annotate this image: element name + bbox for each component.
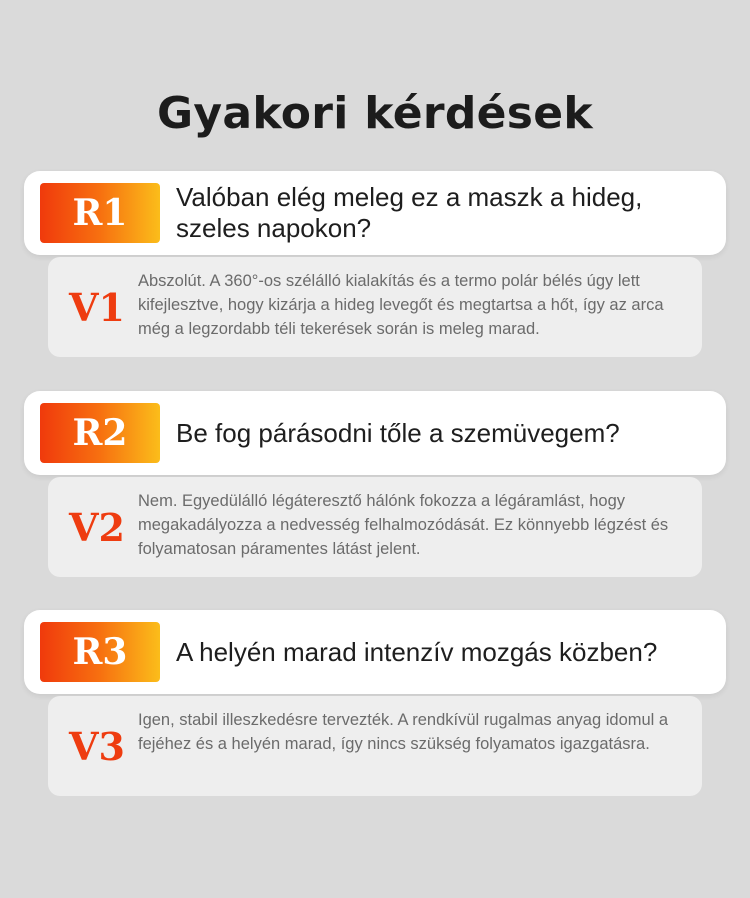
answer-card [48,257,702,357]
faq-item-1 [0,171,750,381]
faq-item-3 [0,610,750,820]
answer-card [48,477,702,577]
answer-text: Abszolút. A 360°-os szélálló kialakítás és a termo polár bélés úgy lett kifejlesztve, hogy kizárja a hideg levegőt és megtartsa a hőt, így az arca még a legzordabb téli tekerések során is meleg marad. [138,272,664,338]
question-badge: R2 [40,403,160,463]
question-badge: R1 [40,183,160,243]
question-card[interactable] [24,391,726,475]
page-title: Gyakori kérdések [157,88,593,139]
faq-item-2 [0,391,750,601]
question-text: Valóban elég meleg ez a maszk a hideg, szeles napokon? [176,182,643,243]
answer-text: Igen, stabil illeszkedésre tervezték. A rendkívül rugalmas anyag idomul a fejéhez és a helyén marad, így nincs szükség folyamatos igazgatásra. [138,711,669,753]
answer-badge: V3 [69,723,125,769]
answer-card [48,696,702,796]
question-text: Be fog párásodni tőle a szemüvegem? [176,417,620,448]
question-card[interactable] [24,171,726,255]
answer-badge: V2 [69,504,125,550]
question-text: A helyén marad intenzív mozgás közben? [176,636,658,667]
answer-text: Nem. Egyedülálló légáteresztő hálónk fokozza a légáramlást, hogy megakadályozza a nedvesség felhalmozódását. Ez könnyebb légzést és folyamatosan páramentes látást jelent. [138,492,669,558]
answer-badge: V1 [69,284,125,330]
question-card[interactable] [24,610,726,694]
question-badge: R3 [40,622,160,682]
